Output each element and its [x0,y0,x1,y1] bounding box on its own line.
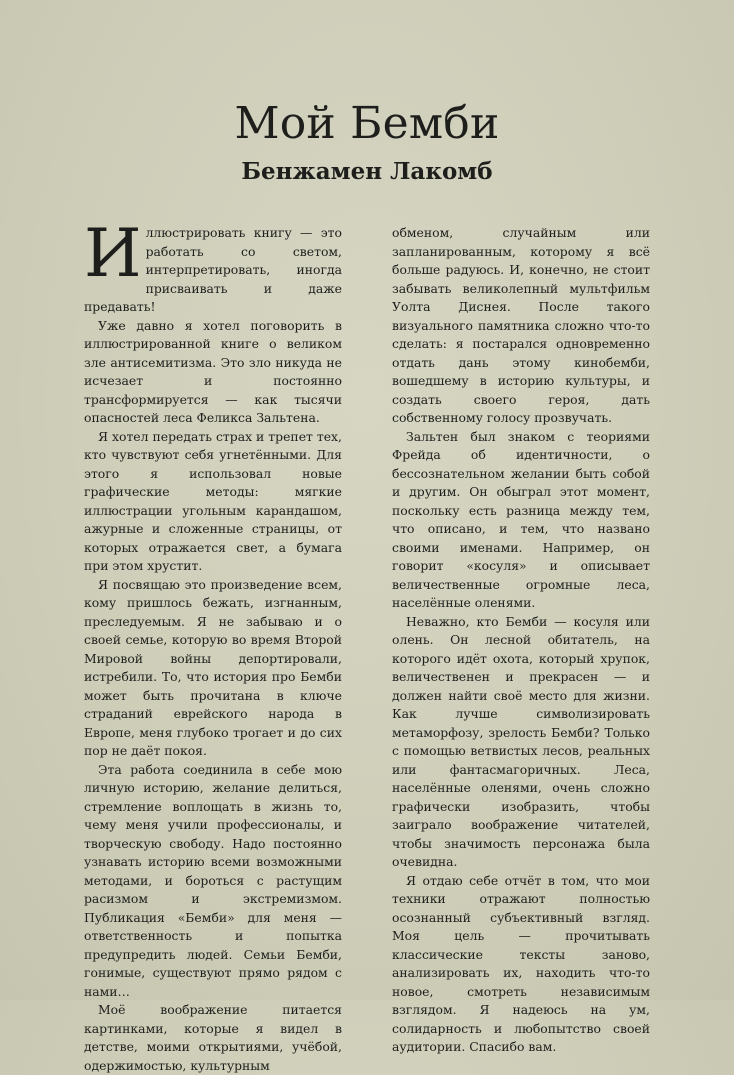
page-title: Мой Бемби [234,98,500,149]
paragraph: Зальтен был знаком с теориями Фрейда об идентичности, о бессознательном желании быть собой и другим. Он обыграл этот момент, поскольку есть разница между тем, что описано, и тем, что названо своими именами. Например, он говорит «косуля» и описывает величественные огромные леса, населённые оленями. [392,428,650,610]
text-column-right [392,224,650,1057]
paragraph: Я отдаю себе отчёт в том, что мои техники отражают полностью осознанный субъективный взгляд. Моя цель — прочитывать классические тексты заново, анализировать их, находить что-то новое, смотреть независимым взглядом. Я надеюсь на ум, солидарность и любопытство своей аудитории. Спасибо вам. [392,872,650,1054]
paragraph: Эта работа соединила в себе мою личную историю, желание делиться, стремление воплощать в жизнь то, чему меня учили профессионалы, и творческую свободу. Надо постоянно узнавать историю всеми возможными методами, и бороться с растущим расизмом и экстремизмом. Публикация «Бемби» для меня — ответственность и попытка предупредить людей. Семьи Бемби, гонимые, существуют прямо рядом с нами… [84,761,342,999]
paragraph [84,215,342,317]
paragraph-text: ллюстрировать книгу — это работать со светом, интерпретировать, иногда присваивать и даже предавать! [84,225,342,314]
paragraph: Неважно, кто Бемби — косуля или олень. Он лесной обитатель, на которого идёт охота, который хрупок, величественен и прекрасен — и должен найти своё место для жизни. Как лучше символизировать метаморфозу, зрелость Бемби? Только с помощью ветвистых лесов, реальных или фантасмагоричных. Леса, населённые оленями, очень сложно графически изобразить, чтобы заиграло воображение читателей, чтобы значимость персонажа была очевидна. [392,613,650,869]
drop-cap: И [84,215,142,292]
paragraph: Я посвящаю это произведение всем, кому пришлось бежать, изгнанным, преследуемым. Я не забываю и о своей семье, которую во время Второй Мировой войны депортировали, истребили. То, что история про Бемби может быть прочитана в ключе страданий еврейского народа в Европе, меня глубоко трогает и до сих пор не даёт покоя. [84,576,342,758]
author-name: Бенжамен Лакомб [241,158,493,185]
paragraph: Я хотел передать страх и трепет тех, кто чувствуют себя угнетёнными. Для этого я использовал новые графические методы: мягкие иллюстрации угольным карандашом, ажурные и сложенные страницы, от которых отражается свет, а бумага при этом хрустит. [84,428,342,573]
paragraph: Уже давно я хотел поговорить в иллюстрированной книге о великом зле антисемитизма. Это зло никуда не исчезает и постоянно трансформируется — как тысячи опасностей леса Феликса Зальтена. [84,317,342,425]
text-column-left [84,215,342,1075]
paragraph: Моё воображение питается картинками, которые я видел в детстве, моими открытиями, учёбой, одержимостью, культурным [84,1002,342,1073]
paragraph: обменом, случайным или запланированным, которому я всё больше радуюсь. И, конечно, не стоит забывать великолепный мультфильм Уолта Диснея. После такого визуального памятника сложно что-то сделать: я постарался одновременно отдать дань этому кинобемби, вошедшему в историю культуры, и создать своего героя, дать собственному голосу прозвучать. [392,225,650,425]
